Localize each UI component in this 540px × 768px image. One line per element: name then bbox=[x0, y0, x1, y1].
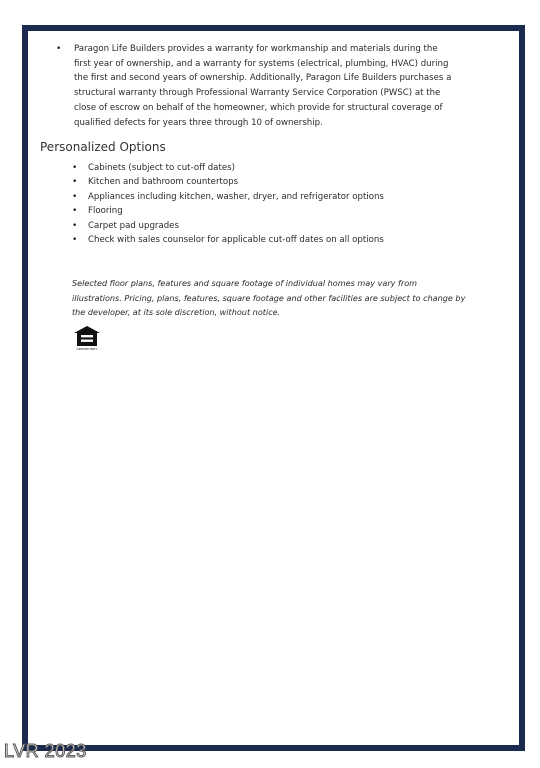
bullet-icon: • bbox=[72, 191, 78, 202]
warranty-list bbox=[56, 42, 454, 130]
bullet-icon: • bbox=[72, 163, 78, 173]
equal-housing-opportunity-icon bbox=[73, 325, 101, 355]
bullet-icon: • bbox=[72, 235, 78, 246]
option-text: Appliances including kitchen, washer, dryer, and refrigerator options bbox=[88, 191, 384, 202]
list-item bbox=[72, 219, 432, 233]
option-text: Cabinets (subject to cut-off dates) bbox=[88, 163, 235, 173]
disclaimer-text: Selected floor plans, features and square footage of individual homes may vary from illustrations. Pricing, plans, features, square footage and other facilities are subject to change by the developer, at its sole discretion, without notice. bbox=[72, 278, 466, 318]
bullet-icon: • bbox=[72, 206, 78, 217]
list-item bbox=[72, 161, 432, 175]
option-text: Carpet pad upgrades bbox=[88, 220, 179, 231]
warranty-text: Paragon Life Builders provides a warranty for workmanship and materials during the first year of ownership, and a warranty for systems (electrical, plumbing, HVAC) during the first and second years of ownership. Additionally, Paragon Life Builders purchases a structural warranty through Professional Warranty Service Corporation (PWSC) at the close of escrow on behalf of the homeowner, which provide for structural coverage of qualified defects for years three through 10 of ownership. bbox=[74, 44, 452, 128]
list-item bbox=[72, 204, 432, 218]
option-text: Check with sales counselor for applicable cut-off dates on all options bbox=[88, 235, 384, 246]
warranty-item bbox=[56, 42, 454, 130]
option-text: Kitchen and bathroom countertops bbox=[88, 177, 239, 188]
list-item bbox=[72, 190, 432, 204]
house-icon bbox=[73, 325, 101, 347]
bullet-icon: • bbox=[72, 177, 78, 188]
bullet-icon: • bbox=[56, 44, 62, 54]
page-frame bbox=[22, 25, 525, 751]
bullet-icon: • bbox=[72, 220, 78, 231]
option-text: Flooring bbox=[88, 206, 123, 217]
list-item bbox=[72, 233, 432, 247]
watermark: LVR 2023 bbox=[4, 741, 87, 761]
options-list bbox=[72, 161, 432, 247]
list-item bbox=[72, 175, 432, 189]
options-heading: Personalized Options bbox=[40, 140, 166, 154]
logo-caption: OPPORTUNITY bbox=[76, 347, 98, 351]
